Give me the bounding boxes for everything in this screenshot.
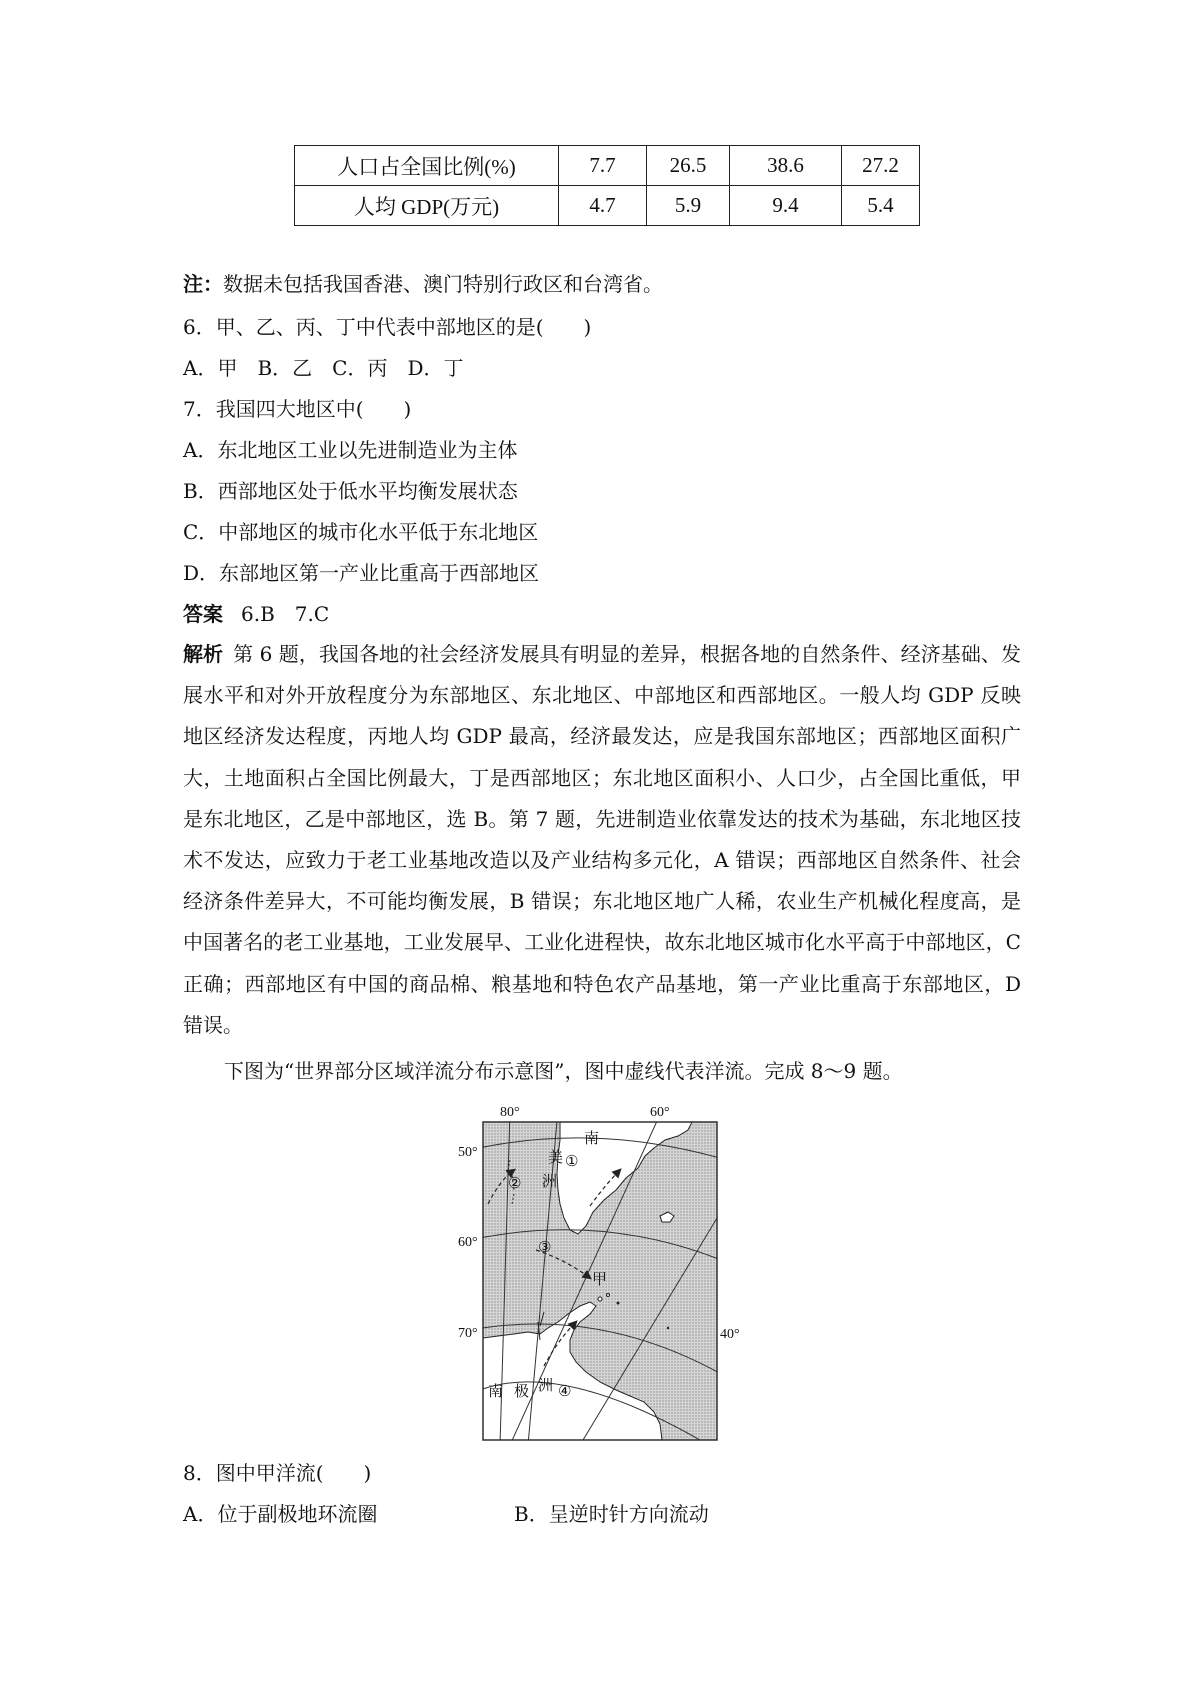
island-dot — [598, 1297, 602, 1301]
longitude-label-80: 80° — [500, 1105, 520, 1120]
marker-1: ① — [565, 1152, 579, 1170]
answer-line — [183, 600, 329, 628]
question-8-option-a: A．位于副极地环流圈 — [183, 1502, 378, 1526]
table-cell: 5.4 — [842, 186, 920, 226]
label-south-america-3: 洲 — [542, 1172, 558, 1190]
table-row-label: 人口占全国比例(%) — [295, 146, 559, 186]
question-6-stem: 6．甲、乙、丙、丁中代表中部地区的是( ) — [183, 315, 592, 339]
longitude-label-60: 60° — [650, 1105, 670, 1120]
label-antarctica-2: 极 — [514, 1382, 530, 1400]
answer-lead: 答案 — [183, 602, 223, 626]
table-cell: 7.7 — [559, 146, 647, 186]
table-cell: 26.5 — [647, 146, 730, 186]
marker-4: ④ — [558, 1382, 572, 1400]
label-antarctica-1: 南 — [488, 1382, 504, 1400]
question-7-option-c: C．中部地区的城市化水平低于东北地区 — [183, 520, 539, 544]
answer-text: 6.B 7.C — [241, 602, 330, 626]
question-7-stem: 7．我国四大地区中( ) — [183, 397, 412, 421]
question-7-option-a: A．东北地区工业以先进制造业为主体 — [183, 438, 518, 462]
longitude-label-40: 40° — [720, 1327, 740, 1342]
table-row — [295, 146, 920, 186]
table-row — [295, 186, 920, 226]
label-south-america-1: 南 — [584, 1129, 600, 1147]
table-note — [183, 270, 663, 298]
note-text: 数据未包括我国香港、澳门特别行政区和台湾省。 — [223, 272, 663, 296]
marker-2: ② — [508, 1174, 522, 1192]
data-table — [294, 145, 920, 226]
analysis-lead: 解析 — [183, 642, 224, 666]
table-row-label: 人均 GDP(万元) — [295, 186, 559, 226]
table-cell: 4.7 — [559, 186, 647, 226]
table-cell: 38.6 — [730, 146, 842, 186]
question-6-options: A．甲 B．乙 C．丙 D．丁 — [183, 356, 464, 380]
latitude-label-60: 60° — [458, 1235, 478, 1250]
table-cell: 27.2 — [842, 146, 920, 186]
ocean-current-map — [440, 1100, 740, 1445]
label-jia: 甲 — [592, 1270, 608, 1288]
latitude-label-70: 70° — [458, 1326, 478, 1341]
island-dot — [617, 1302, 620, 1305]
island-dot — [667, 1327, 669, 1329]
question-8-stem: 8．图中甲洋流( ) — [183, 1461, 372, 1485]
analysis-text: 第 6 题，我国各地的社会经济发展具有明显的差异，根据各地的自然条件、经济基础、发展水平和对外开放程度分为东部地区、东北地区、中部地区和西部地区。一般人均 GDP 反映地区经济发达程度，丙地人均 GDP 最高，经济最发达，应是我国东部地区；西部地区面积广大，土地面积占全国比例最大，丁是西部地区；东北地区面积小、人口少，占全国比重低，甲是东北地区，乙是中部地区，选 B。第 7 题，先进制造业依靠发达的技术为基础，东北地区技术不发达，应致力于老工业基地改造以及产业结构多元化，A 错误；西部地区自然条件、社会经济条件差异大，不可能均衡发展，B 错误；东北地区地广人稀，农业生产机械化程度高，是中国著名的老工业基地，工业发展早、工业化进程快，故东北地区城市化水平高于中部地区，C 正确；西部地区有中国的商品棉、粮基地和特色农产品基地，第一产业比重高于东部地区，D 错误。 — [183, 642, 1021, 1037]
table-cell: 5.9 — [647, 186, 730, 226]
figure-intro: 下图为“世界部分区域洋流分布示意图”，图中虚线代表洋流。完成 8～9 题。 — [224, 1059, 903, 1083]
question-7-option-b: B．西部地区处于低水平均衡发展状态 — [183, 479, 518, 503]
table-cell: 9.4 — [730, 186, 842, 226]
analysis-paragraph — [183, 634, 1021, 1046]
question-8-option-b: B．呈逆时针方向流动 — [514, 1502, 709, 1526]
latitude-label-50: 50° — [458, 1145, 478, 1160]
question-7-option-d: D．东部地区第一产业比重高于西部地区 — [183, 561, 540, 585]
note-lead: 注： — [183, 272, 223, 296]
marker-3: ③ — [538, 1238, 552, 1256]
label-antarctica-3: 洲 — [538, 1376, 554, 1394]
island-dot — [607, 1294, 610, 1297]
label-south-america-2: 美 — [548, 1148, 564, 1166]
